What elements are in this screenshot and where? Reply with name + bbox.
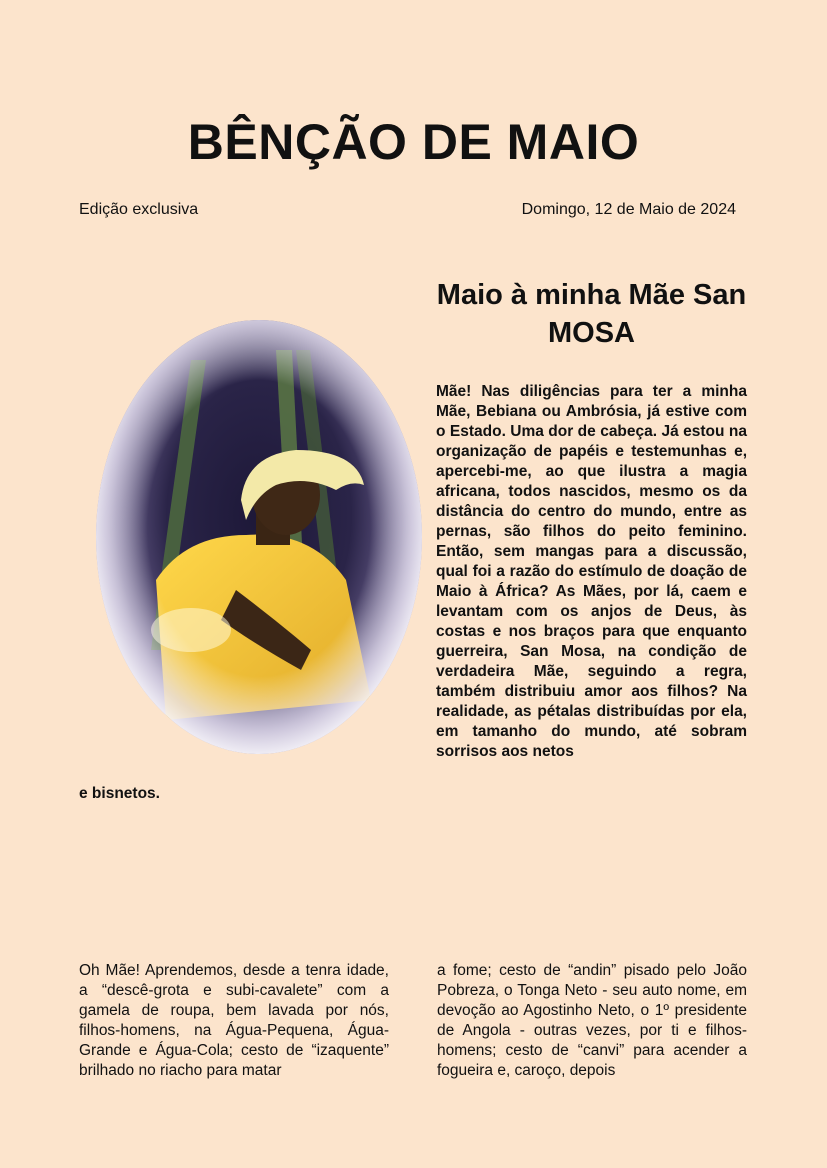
body-column-left: Oh Mãe! Aprendemos, desde a tenra idade, a “descê-grota e subi-cavalete” com a gamela de roupa, bem lavada por nós, filhos-homens, na Água-Pequena, Água-Grande e Água-Cola; cesto de “izaquente” brilhado no riacho para matar — [79, 962, 389, 1079]
article-intro-continuation: e bisnetos. — [79, 785, 160, 802]
edition-label: Edição exclusiva — [79, 201, 199, 218]
article-intro: Mãe! Nas diligências para ter a minha Mãe, Bebiana ou Ambrósia, já estive com o Estado. Uma dor de cabeça. Já estou na organização de papéis e testemunhas e, apercebi-me, ao que ilustra a magia africana, todos nascidos, mesmo os da distância do centro do mundo, entre as pernas, são filhos do peito feminino. Então, sem mangas para a discussão, qual foi a razão do estímulo de doação de Maio à África? As Mães, por lá, caem e levantam com os anjos de Deus, às costas e nos braços para que enquanto guerreira, San Mosa, na condição de verdadeira Mãe, seguindo a regra, também distribuiu amor aos filhos? Na realidade, as pétalas distribuídas por ela, em tamanho do mundo, até sobram sorrisos aos netos — [436, 383, 747, 760]
masthead-title: BÊNÇÃO DE MAIO — [187, 114, 640, 170]
issue-date: Domingo, 12 de Maio de 2024 — [521, 201, 736, 218]
article-title: Maio à minha Mãe San MOSA — [436, 279, 747, 349]
portrait-photo — [96, 320, 422, 754]
body-column-right: a fome; cesto de “andin” pisado pelo João Pobreza, o Tonga Neto - seu auto nome, em devoção ao Agostinho Neto, o 1º presidente de Angola - outras vezes, por ti e filhos-homens; cesto de “canvi” para acender a fogueira e, caroço, depois — [437, 962, 747, 1079]
